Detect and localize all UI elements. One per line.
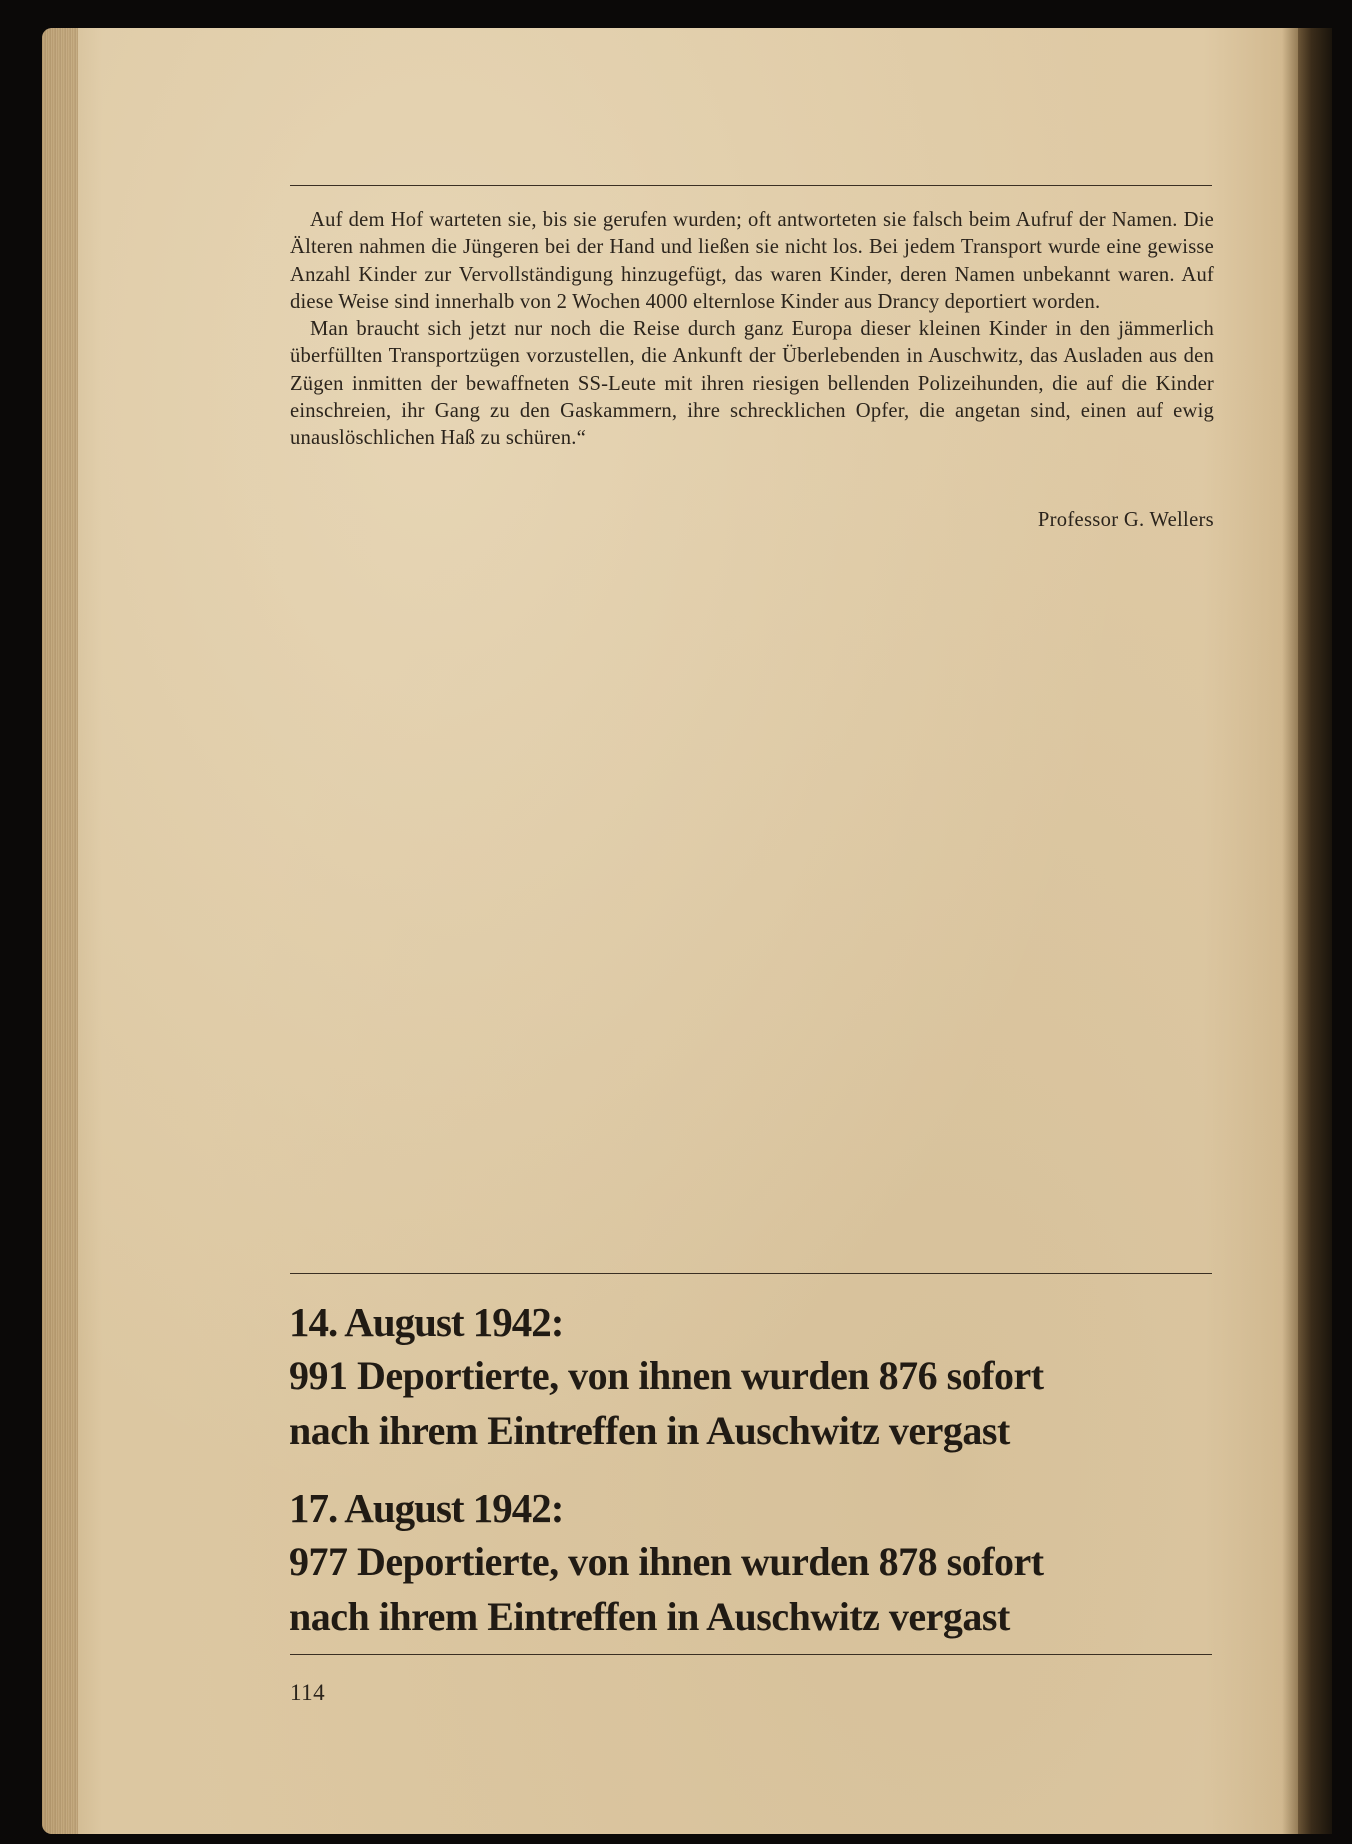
heading-line: 991 Deportierte, von ihnen wurden 876 sofort (289, 1353, 1044, 1398)
top-rule (290, 185, 1212, 186)
heading-block-2 (289, 1482, 1219, 1644)
page-number: 114 (290, 1680, 326, 1705)
heading-block-1 (289, 1296, 1219, 1458)
bottom-rule (290, 1654, 1212, 1655)
heading-line: nach ihrem Eintreffen in Auschwitz vergast (289, 1408, 1010, 1453)
heading-line: nach ihrem Eintreffen in Auschwitz vergast (289, 1594, 1010, 1639)
paragraph-1: Auf dem Hof warteten sie, bis sie gerufen wurden; oft antworteten sie falsch beim Aufruf der Namen. Die Älteren nahmen die Jüngeren bei der Hand und ließen sie nicht los. Bei jedem Transport wurde eine gewisse Anzahl Kinder zur Vervollständigung hinzugefügt, das waren Kinder, deren Namen unbekannt waren. Auf diese Weise sind innerhalb von 2 Wochen 4000 elternlose Kinder aus Drancy deportiert worden. (290, 209, 1214, 313)
attribution: Professor G. Wellers (1037, 509, 1214, 531)
page-edges (42, 28, 78, 1834)
heading-line: 977 Deportierte, von ihnen wurden 878 sofort (289, 1539, 1044, 1584)
heading-date: 17. August 1942: (289, 1485, 564, 1531)
gutter-fold (1282, 28, 1298, 1834)
body-text (290, 207, 1214, 453)
book-gutter (1298, 28, 1332, 1834)
paragraph-2: Man braucht sich jetzt nur noch die Reise durch ganz Europa dieser kleinen Kinder in den jämmerlich überfüllten Transportzügen vorzustellen, die Ankunft der Überlebenden in Auschwitz, das Ausladen aus den Zügen inmitten der bewaffneten SS-Leute mit ihren riesigen bellenden Polizeihunden, die auf die Kinder einschreien, ihr Gang zu den Gaskammern, ihre schrecklichen Opfer, die angetan sind, einen auf ewig unauslöschlichen Haß zu schüren.“ (290, 318, 1214, 450)
middle-rule (290, 1273, 1212, 1274)
heading-date: 14. August 1942: (289, 1299, 564, 1345)
